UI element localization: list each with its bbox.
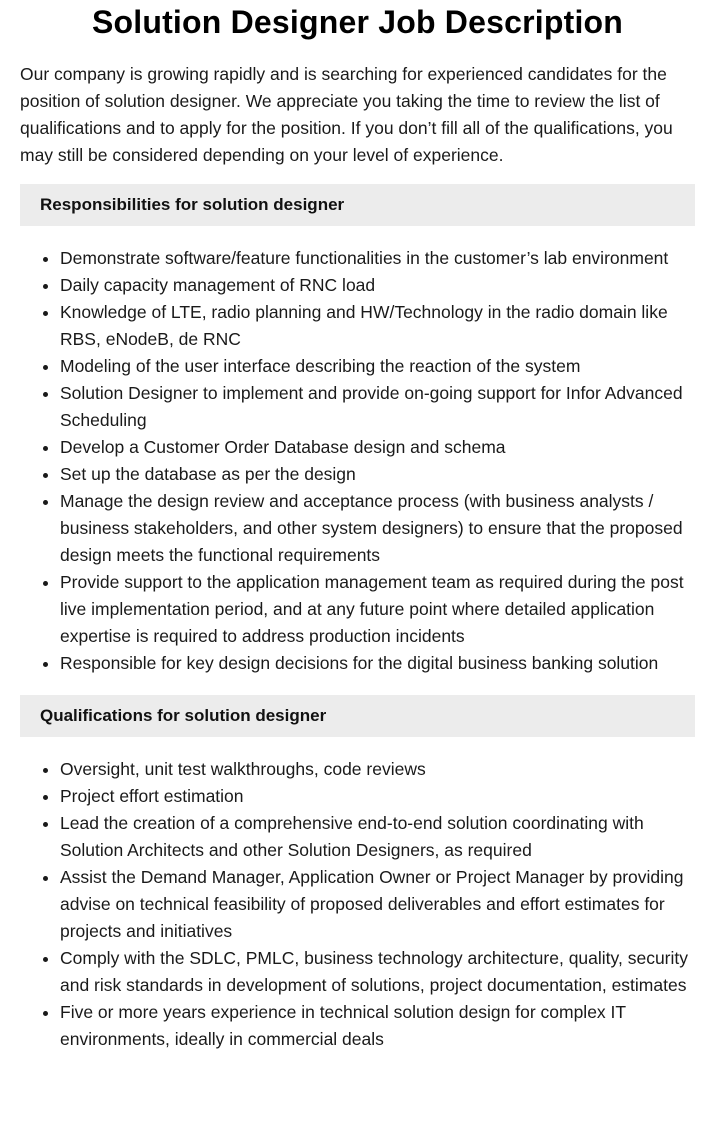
qualifications-heading: Qualifications for solution designer xyxy=(20,695,695,737)
responsibility-item: • Knowledge of LTE, radio planning and HW/Technology in the radio domain like RBS, eNodeB, de RNC xyxy=(60,299,695,353)
qualifications-list xyxy=(20,756,695,1053)
intro-paragraph: Our company is growing rapidly and is searching for experienced candidates for the position of solution designer. We appreciate you taking the time to review the list of qualifications and to apply for the position. If you don’t fill all of the qualifications, you may still be considered depending on your level of experience. xyxy=(20,64,673,165)
responsibility-item: • Manage the design review and acceptance process (with business analysts / business stakeholders, and other system designers) to ensure that the proposed design meets the functional requirements xyxy=(60,488,695,569)
page-title: Solution Designer Job Description xyxy=(91,4,624,40)
qualification-item: • Five or more years experience in technical solution design for complex IT environments, ideally in commercial deals xyxy=(60,999,695,1053)
responsibility-item: • Provide support to the application management team as required during the post live implementation period, and at any future point where detailed application expertise is required to address production incidents xyxy=(60,569,695,650)
qualification-item: • Project effort estimation xyxy=(60,783,695,810)
responsibility-item: • Demonstrate software/feature functionalities in the customer’s lab environment xyxy=(60,245,695,272)
responsibilities-list xyxy=(20,245,695,677)
responsibility-item: • Develop a Customer Order Database design and schema xyxy=(60,434,695,461)
responsibility-item: • Daily capacity management of RNC load xyxy=(60,272,695,299)
responsibility-item: • Modeling of the user interface describing the reaction of the system xyxy=(60,353,695,380)
qualification-item: • Lead the creation of a comprehensive end-to-end solution coordinating with Solution Architects and other Solution Designers, as required xyxy=(60,810,695,864)
responsibilities-heading: Responsibilities for solution designer xyxy=(20,184,695,226)
qualification-item: • Assist the Demand Manager, Application Owner or Project Manager by providing advise on technical feasibility of proposed deliverables and effort estimates for projects and initiatives xyxy=(60,864,695,945)
qualification-item: • Comply with the SDLC, PMLC, business technology architecture, quality, security and risk standards in development of solutions, project documentation, estimates xyxy=(60,945,695,999)
responsibility-item: • Set up the database as per the design xyxy=(60,461,695,488)
responsibility-item: • Responsible for key design decisions for the digital business banking solution xyxy=(60,650,695,677)
responsibility-item: • Solution Designer to implement and provide on-going support for Infor Advanced Scheduling xyxy=(60,380,695,434)
qualification-item: • Oversight, unit test walkthroughs, code reviews xyxy=(60,756,695,783)
